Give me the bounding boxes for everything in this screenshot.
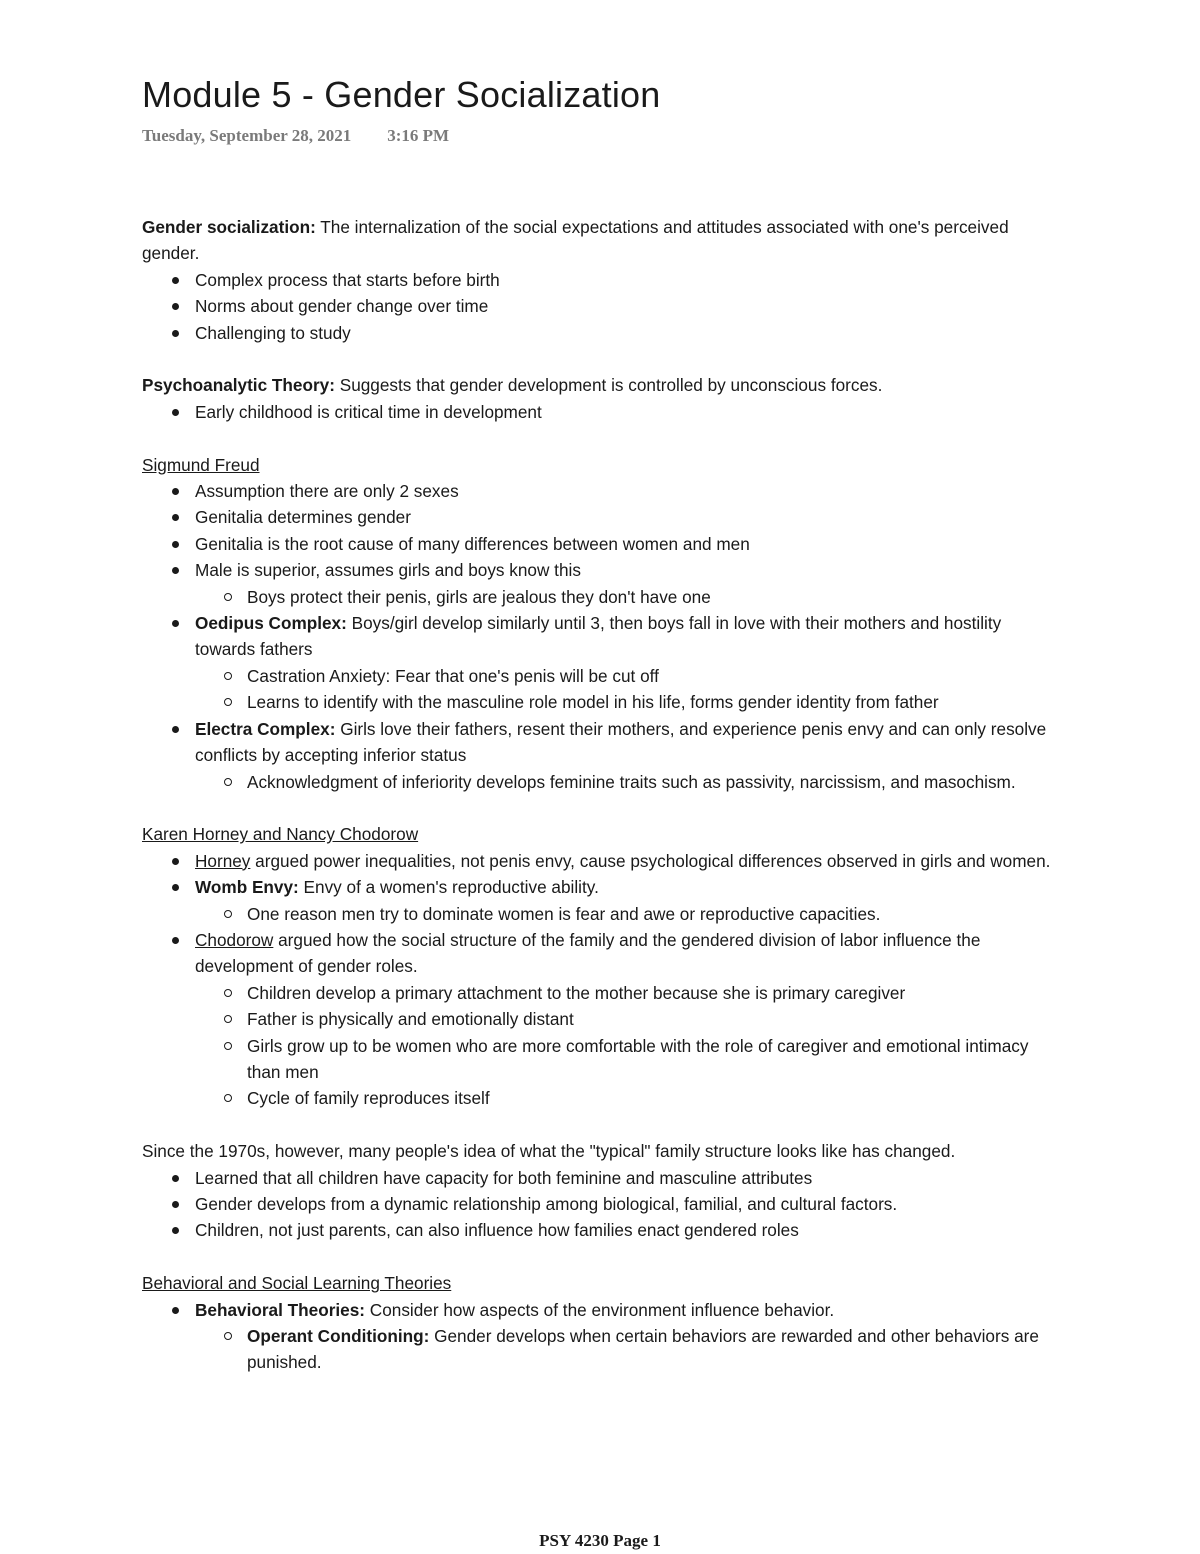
term-label: Psychoanalytic Theory: — [142, 375, 335, 396]
list-item — [142, 874, 1062, 927]
sub-list-item: Children develop a primary attachment to the mother because she is primary caregiver — [195, 980, 1062, 1006]
note-body — [142, 214, 1062, 1376]
term-label: Behavioral Theories: — [195, 1299, 366, 1320]
item-text: Gender develops when certain behaviors are rewarded and other behaviors are punished. — [247, 1325, 1039, 1373]
item-text: argued how the social structure of the family and the gendered division of labor influence the development of gender roles. — [195, 929, 981, 977]
sub-list — [195, 980, 1062, 1112]
sub-list-item: Castration Anxiety: Fear that one's penis will be cut off — [195, 663, 1062, 689]
sub-list-item: One reason men try to dominate women is fear and awe or reproductive capacities. — [195, 901, 1062, 927]
item-text: Male is superior, assumes girls and boys know this — [195, 560, 581, 581]
item-text: Envy of a women's reproductive ability. — [298, 877, 599, 898]
list-item: Complex process that starts before birth — [142, 267, 1062, 293]
term-label: Womb Envy: — [195, 877, 299, 898]
bullet-list — [142, 267, 1062, 346]
list-item — [142, 848, 1062, 874]
bullet-list — [142, 1165, 1062, 1244]
timestamp — [142, 126, 449, 146]
list-item: Assumption there are only 2 sexes — [142, 478, 1062, 504]
definition-paragraph — [142, 372, 1062, 398]
list-item: Gender develops from a dynamic relationship among biological, familial, and cultural factors. — [142, 1191, 1062, 1217]
paragraph: Since the 1970s, however, many people's idea of what the "typical" family structure looks like has changed. — [142, 1141, 956, 1162]
list-item: Genitalia determines gender — [142, 504, 1062, 530]
section-heading — [142, 821, 1062, 847]
bullet-list — [142, 399, 1062, 425]
list-item — [142, 557, 1062, 610]
name-text: Chodorow — [195, 929, 274, 950]
sub-list — [195, 584, 1062, 610]
list-item: Norms about gender change over time — [142, 293, 1062, 319]
definition-text: The internalization of the social expectations and attitudes associated with one's perceived gender. — [142, 217, 1009, 264]
bullet-list — [142, 848, 1062, 1112]
page-title: Module 5 - Gender Socialization — [142, 74, 661, 115]
sub-list — [195, 1323, 1062, 1376]
list-item — [142, 610, 1062, 716]
list-item: Genitalia is the root cause of many differences between women and men — [142, 531, 1062, 557]
definition-text: Suggests that gender development is controlled by unconscious forces. — [334, 375, 883, 396]
heading-text: Behavioral and Social Learning Theories — [142, 1273, 452, 1294]
time-text: 3:16 PM — [387, 126, 450, 145]
name-text: Horney — [195, 850, 251, 871]
list-item: Learned that all children have capacity for both feminine and masculine attributes — [142, 1165, 1062, 1191]
bullet-list — [142, 478, 1062, 795]
item-text: Boys/girl develop similarly until 3, then boys fall in love with their mothers and hostility towards fathers — [195, 613, 1002, 660]
date-text: Tuesday, September 28, 2021 — [142, 126, 352, 145]
list-item — [142, 716, 1062, 795]
term-label: Oedipus Complex: — [195, 613, 347, 634]
section-heading — [142, 1270, 1062, 1296]
section-heading — [142, 452, 1062, 478]
heading-text: Sigmund Freud — [142, 454, 260, 475]
sub-list — [195, 663, 1062, 716]
definition-paragraph — [142, 214, 1062, 267]
heading-text: Karen Horney and Nancy Chodorow — [142, 824, 419, 845]
sub-list-item: Girls grow up to be women who are more comfortable with the role of caregiver and emotional intimacy than men — [195, 1033, 1062, 1086]
page-footer: PSY 4230 Page 1 — [539, 1531, 661, 1550]
list-item: Early childhood is critical time in development — [142, 399, 1062, 425]
sub-list-item — [195, 1323, 1062, 1376]
list-item: Children, not just parents, can also influence how families enact gendered roles — [142, 1217, 1062, 1243]
item-text: Girls love their fathers, resent their mothers, and experience penis envy and can only resolve conflicts by accepting inferior status — [195, 718, 1047, 766]
sub-list-item: Learns to identify with the masculine role model in his life, forms gender identity from father — [195, 689, 1062, 715]
sub-list — [195, 901, 1062, 927]
term-label: Gender socialization: — [142, 217, 316, 237]
term-label: Electra Complex: — [195, 718, 336, 739]
sub-list-item: Cycle of family reproduces itself — [195, 1085, 1062, 1111]
list-item — [142, 927, 1062, 1112]
sub-list-item: Father is physically and emotionally distant — [195, 1006, 1062, 1032]
list-item: Challenging to study — [142, 320, 1062, 346]
item-text: argued power inequalities, not penis envy, cause psychological differences observed in girls and women. — [250, 850, 1051, 871]
sub-list-item: Acknowledgment of inferiority develops feminine traits such as passivity, narcissism, and masochism. — [195, 769, 1062, 795]
sub-list — [195, 769, 1062, 795]
term-label: Operant Conditioning: — [247, 1325, 430, 1346]
item-text: Consider how aspects of the environment influence behavior. — [365, 1299, 835, 1320]
list-item — [142, 1297, 1062, 1376]
bullet-list — [142, 1297, 1062, 1376]
sub-list-item: Boys protect their penis, girls are jealous they don't have one — [195, 584, 1062, 610]
